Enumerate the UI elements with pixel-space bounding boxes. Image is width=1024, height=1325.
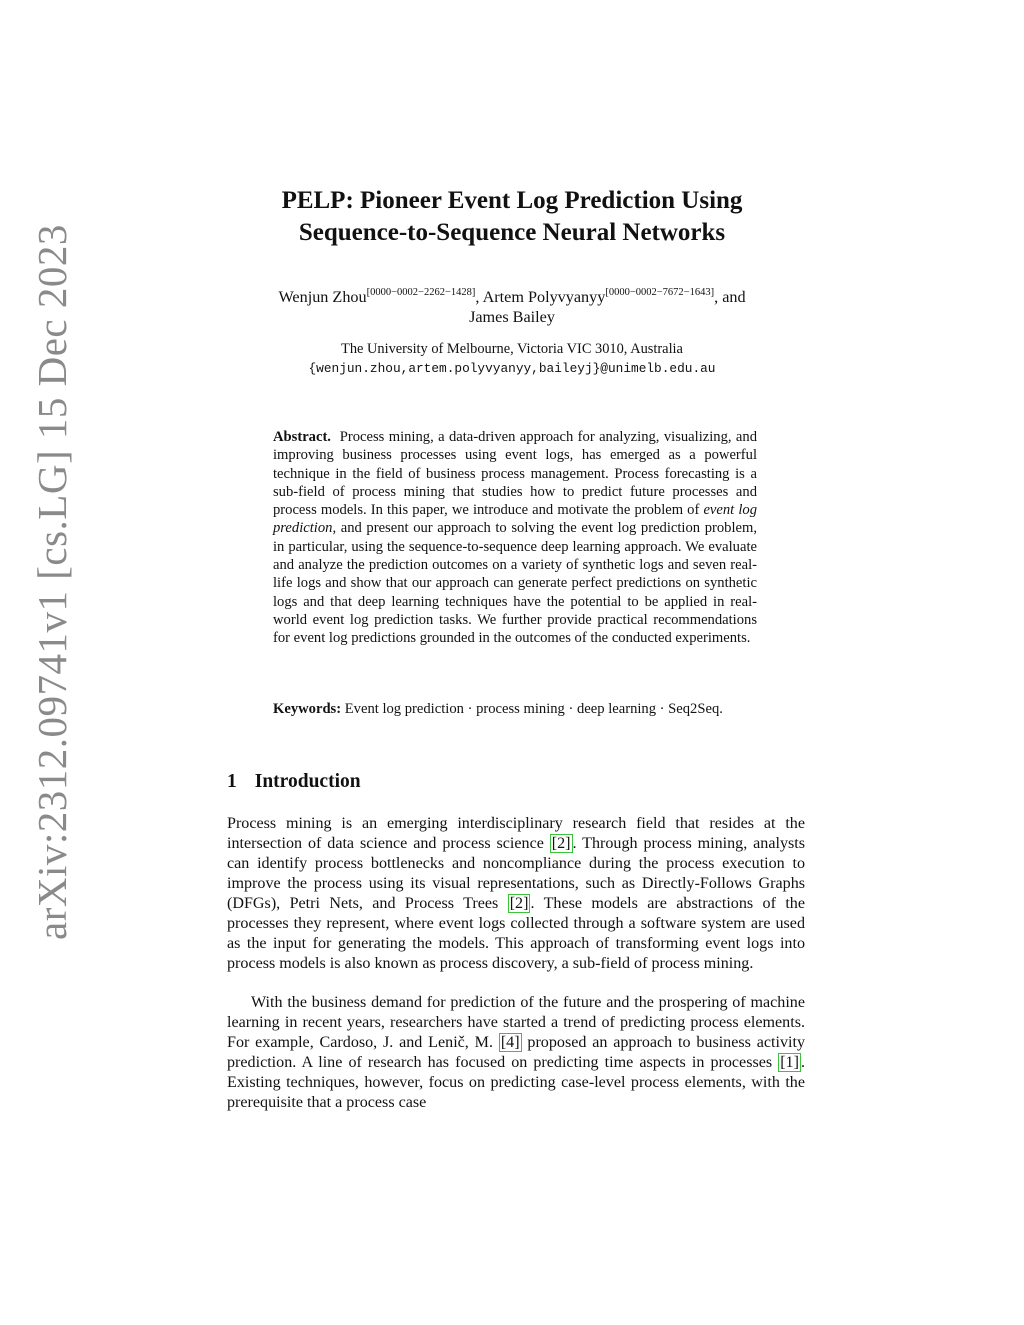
- citation-link[interactable]: [1]: [780, 1053, 799, 1071]
- abstract-text: Process mining, a data-driven approach for analyzing, visualizing, and improving business processes using event logs, has emerged as a powerful technique in the field of business process management. Process forecasting is a sub-field of process mining that studies how to predict future processes and process models. In this paper, we introduce and motivate the problem of: [273, 429, 757, 519]
- paragraph-text: . Through process mining, analysts can identify process bottlenecks and noncompliance during the process execution to improve the process using its visual representations, such as Directly-Follows Graphs (DFGs), Petri Nets, and Process Trees: [227, 834, 805, 912]
- body-paragraph: [227, 814, 805, 974]
- citation-link[interactable]: [2]: [551, 834, 571, 852]
- section-heading: [227, 771, 361, 793]
- author-list: [0, 283, 1024, 327]
- paragraph-text: With the business demand for prediction of the future and the prospering of machine learning in recent years, researchers have started a trend of predicting process elements. For example, Cardoso, J. and Lenič, M.: [227, 994, 805, 1051]
- title-line-1: PELP: Pioneer Event Log Prediction Using: [281, 187, 743, 214]
- institution: The University of Melbourne, Victoria VIC 3010, Australia: [341, 341, 683, 357]
- author-name: James Bailey: [469, 308, 555, 326]
- body-paragraph: [227, 993, 805, 1113]
- paper-title: [0, 185, 1024, 249]
- paragraph-text: . These models are abstractions of the processes they represent, where event logs collected through a software system are used as the input for generating the models. This approach of transforming event logs into process models is also known as process discovery, a sub-field of process mining.: [227, 894, 805, 972]
- abstract-text: , and present our approach to solving the event log prediction problem, in particular, using the sequence-to-sequence deep learning approach. We evaluate and analyze the prediction outcomes on a variety of synthetic logs and seven real-life logs and show that our approach can generate perfect predictions on synthetic logs and that deep learning techniques have the potential to be applied in real-world event log prediction tasks. We further provide practical recommendations for event log predictions grounded in the outcomes of the conducted experiments.: [273, 520, 757, 647]
- author-name: Wenjun Zhou: [278, 288, 367, 306]
- paragraph-text: . Existing techniques, however, focus on predicting case-level process elements, with the prerequisite that a process case: [227, 1053, 805, 1111]
- abstract: [273, 428, 757, 648]
- citation-link[interactable]: [4]: [500, 1033, 520, 1051]
- keywords-label: Keywords:: [273, 701, 342, 717]
- orcid-id: [0000−0002−7672−1643]: [605, 287, 715, 298]
- paragraph-text: Process mining is an emerging interdisciplinary research field that resides at the intersection of data science and process science: [227, 815, 805, 852]
- orcid-id: [0000−0002−2262−1428]: [366, 287, 476, 298]
- arxiv-identifier-stamp: arXiv:2312.09741v1 [cs.LG] 15 Dec 2023: [29, 224, 75, 940]
- keywords: [273, 700, 757, 718]
- abstract-label: Abstract.: [273, 429, 331, 445]
- citation-link[interactable]: [2]: [509, 894, 529, 912]
- abstract-emphasis: event log prediction: [273, 502, 757, 537]
- author-separator: , and: [714, 288, 746, 306]
- paragraph-text: proposed an approach to business activity prediction. A line of research has focused on predicting time aspects in processes: [227, 1033, 805, 1071]
- author-separator: , Artem Polyvyanyy: [475, 288, 606, 306]
- title-line-2: Sequence-to-Sequence Neural Networks: [298, 219, 726, 246]
- affiliation: [0, 340, 1024, 378]
- section-number: 1: [227, 771, 237, 792]
- keywords-text: Event log prediction · process mining · deep learning · Seq2Seq.: [344, 701, 723, 717]
- section-title: Introduction: [254, 771, 361, 792]
- author-emails: {wenjun.zhou,artem.polyvyanyy,baileyj}@unimelb.edu.au: [308, 361, 716, 376]
